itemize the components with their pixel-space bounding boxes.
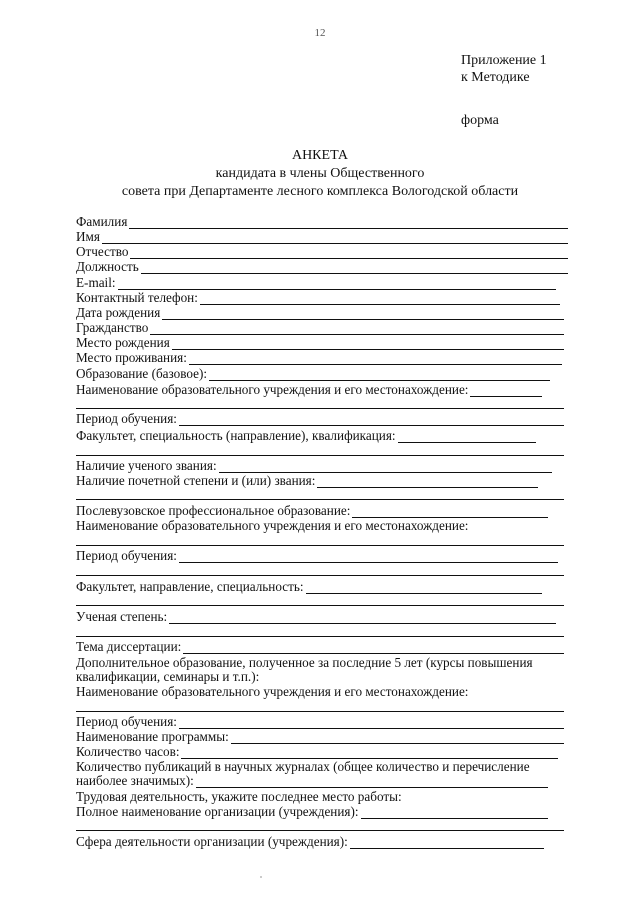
fill-line[interactable] xyxy=(162,308,564,320)
fill-line[interactable] xyxy=(398,431,536,443)
field-residence[interactable] xyxy=(76,350,562,365)
field-patronymic[interactable] xyxy=(76,244,568,259)
field-label: Место рождения xyxy=(76,335,170,350)
fill-line[interactable] xyxy=(219,461,552,473)
field-surname[interactable] xyxy=(76,214,568,229)
field-publications[interactable] xyxy=(76,773,548,788)
field-additional-edu-line-2: квалификации, семинары и т.п.): xyxy=(76,669,260,684)
form-subtitle-1: кандидата в члены Общественного xyxy=(215,166,425,181)
field-org-full-name[interactable] xyxy=(76,804,548,819)
field-name[interactable] xyxy=(76,229,568,244)
blank-line[interactable] xyxy=(76,499,564,500)
fill-line[interactable] xyxy=(102,232,568,244)
field-label: Должность xyxy=(76,259,139,274)
field-label: Образование (базовое): xyxy=(76,366,208,381)
field-hours[interactable] xyxy=(76,744,558,759)
fill-line[interactable] xyxy=(179,551,558,563)
field-additional-edu-line-1: Дополнительное образование, полученное за последние 5 лет (курсы повышения xyxy=(76,655,533,670)
fill-line[interactable] xyxy=(179,414,564,426)
fill-line[interactable] xyxy=(172,338,564,350)
field-label: Дата рождения xyxy=(76,305,161,320)
field-ad-period[interactable] xyxy=(76,714,564,729)
blank-line[interactable] xyxy=(76,408,564,409)
field-label: Факультет, специальность (направление), квалификация: xyxy=(76,428,396,443)
appendix-note xyxy=(461,52,547,129)
field-org-sphere[interactable] xyxy=(76,834,544,849)
field-label: Период обучения: xyxy=(76,714,177,729)
fill-line[interactable] xyxy=(130,247,568,259)
form-subtitle-2: совета при Департаменте лесного комплекса Вологодской области xyxy=(121,184,519,199)
blank-line[interactable] xyxy=(76,830,564,831)
form-title: АНКЕТА xyxy=(291,148,349,163)
field-honorary-title[interactable] xyxy=(76,473,538,488)
fill-line[interactable] xyxy=(129,217,568,229)
fill-line[interactable] xyxy=(361,807,548,819)
fill-line[interactable] xyxy=(352,506,548,518)
field-email[interactable] xyxy=(76,275,556,290)
field-label: Наименование программы: xyxy=(76,729,229,744)
fill-line[interactable] xyxy=(350,837,544,849)
field-birth-place[interactable] xyxy=(76,335,564,350)
field-position[interactable] xyxy=(76,259,568,274)
fill-line[interactable] xyxy=(169,612,556,624)
page-number: 12 xyxy=(314,27,326,39)
field-pg-institution-label: Наименование образовательного учреждения и его местонахождение: xyxy=(76,518,469,533)
field-label: Послевузовское профессиональное образование: xyxy=(76,503,351,518)
fill-line[interactable] xyxy=(196,776,548,788)
field-education-basic[interactable] xyxy=(76,366,550,381)
fill-line[interactable] xyxy=(200,293,560,305)
field-label: наиболее значимых): xyxy=(76,773,194,788)
field-academic-rank[interactable] xyxy=(76,458,552,473)
fill-line[interactable] xyxy=(189,353,562,365)
blank-line[interactable] xyxy=(76,711,564,712)
field-label: Наличие ученого звания: xyxy=(76,458,217,473)
field-phone[interactable] xyxy=(76,290,560,305)
fill-line[interactable] xyxy=(179,717,564,729)
field-degree[interactable] xyxy=(76,609,556,624)
fill-line[interactable] xyxy=(317,476,538,488)
field-edu-institution[interactable] xyxy=(76,382,542,397)
appendix-form-label: форма xyxy=(461,113,499,128)
blank-line[interactable] xyxy=(76,636,564,637)
appendix-line-1: Приложение 1 xyxy=(461,53,547,68)
field-pg-faculty[interactable] xyxy=(76,579,542,594)
field-label: Количество часов: xyxy=(76,744,180,759)
field-label: Наименование образовательного учреждения и его местонахождение: xyxy=(76,382,469,397)
field-postgraduate[interactable] xyxy=(76,503,548,518)
field-label: Гражданство xyxy=(76,320,149,335)
field-pg-period[interactable] xyxy=(76,548,558,563)
field-work-activity-label: Трудовая деятельность, укажите последнее место работы: xyxy=(76,789,402,804)
field-label: Фамилия xyxy=(76,214,128,229)
blank-line[interactable] xyxy=(76,605,564,606)
field-label: Отчество xyxy=(76,244,129,259)
field-label: E-mail: xyxy=(76,275,116,290)
field-publications-line-1: Количество публикаций в научных журналах (общее количество и перечисление xyxy=(76,759,530,774)
fill-line[interactable] xyxy=(183,642,564,654)
field-label: Место проживания: xyxy=(76,350,187,365)
field-label: Сфера деятельности организации (учреждения): xyxy=(76,834,348,849)
field-label: Наличие почетной степени и (или) звания: xyxy=(76,473,316,488)
appendix-line-2: к Методике xyxy=(461,70,530,85)
fill-line[interactable] xyxy=(181,747,558,759)
field-birth-date[interactable] xyxy=(76,305,564,320)
field-label: Ученая степень: xyxy=(76,609,168,624)
field-label: Тема диссертации: xyxy=(76,639,182,654)
fill-line[interactable] xyxy=(470,385,542,397)
blank-line[interactable] xyxy=(76,575,564,576)
fill-line[interactable] xyxy=(209,369,550,381)
fill-line[interactable] xyxy=(150,323,564,335)
blank-line[interactable] xyxy=(76,545,564,546)
fill-line[interactable] xyxy=(231,732,564,744)
field-thesis[interactable] xyxy=(76,639,564,654)
field-program-name[interactable] xyxy=(76,729,564,744)
field-faculty-specialty[interactable] xyxy=(76,428,536,443)
field-label: Имя xyxy=(76,229,100,244)
field-label: Период обучения: xyxy=(76,411,177,426)
field-label: Факультет, направление, специальность: xyxy=(76,579,304,594)
field-study-period[interactable] xyxy=(76,411,564,426)
blank-line[interactable] xyxy=(76,455,564,456)
field-label: Период обучения: xyxy=(76,548,177,563)
field-label: Полное наименование организации (учреждения): xyxy=(76,804,359,819)
field-citizenship[interactable] xyxy=(76,320,564,335)
fill-line[interactable] xyxy=(306,582,542,594)
fill-line[interactable] xyxy=(118,278,556,290)
field-label: Контактный телефон: xyxy=(76,290,198,305)
field-ad-institution-label: Наименование образовательного учреждения и его местонахождение: xyxy=(76,684,469,699)
scan-speck xyxy=(260,876,262,878)
fill-line[interactable] xyxy=(141,262,568,274)
